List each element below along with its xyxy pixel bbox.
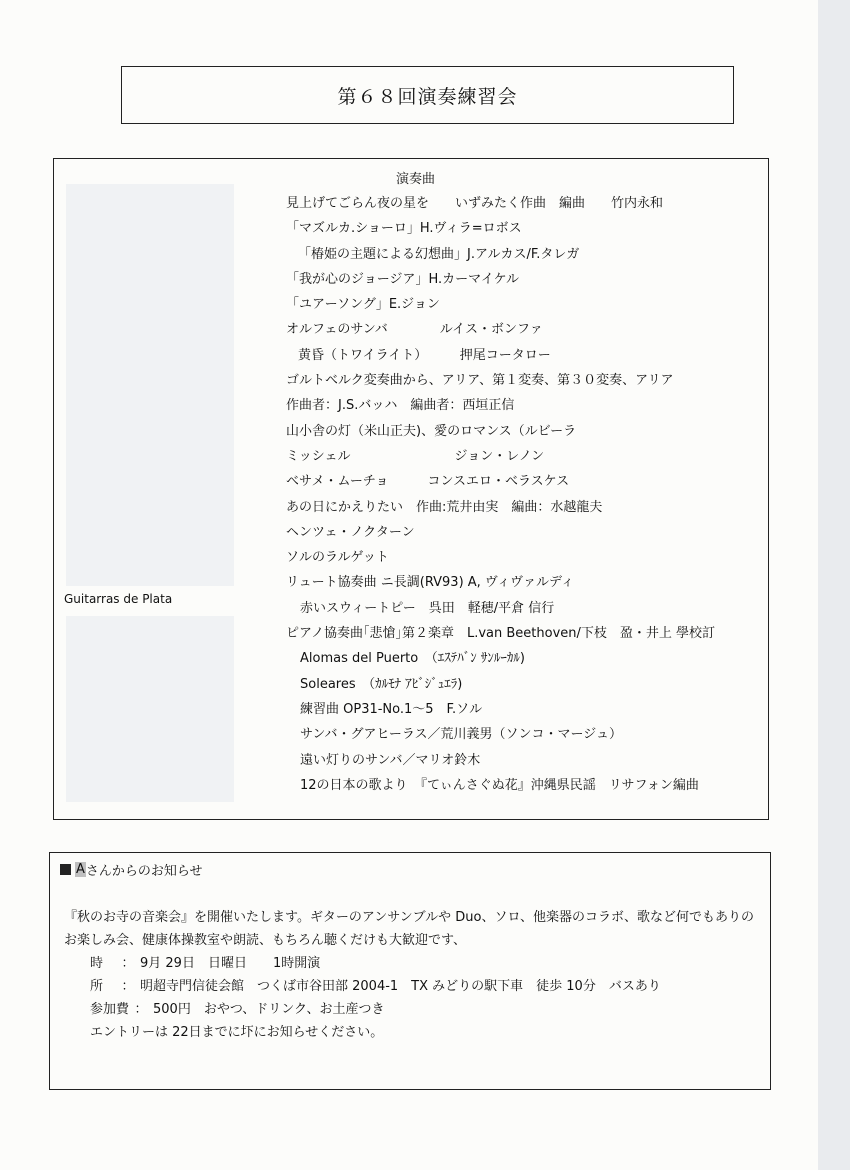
notice-heading [60, 860, 203, 879]
ensemble-name: Guitarras de Plata [64, 592, 173, 606]
place-label: 所 [90, 979, 104, 994]
program-list [286, 191, 715, 798]
program-item: 練習曲 OP31-No.1～5 F.ソル [300, 701, 483, 717]
program-item: 遠い灯りのサンバ／マリオ鈴木 [300, 752, 481, 768]
date-value: 9月 29日 日曜日 1時開演 [140, 956, 321, 971]
redacted-area-bottom [66, 616, 234, 802]
redacted-area-top [66, 184, 234, 586]
program-item: 黄昏（トワイライト） 押尾コータロー [298, 347, 551, 363]
place-value: 明超寺門信徒会館 つくば市谷田部 2004-1 TX みどりの駅下車 徒歩 10分 バスあり [140, 979, 661, 994]
page-title: 第６８回演奏練習会 [121, 66, 734, 124]
program-item: ソルのラルゲット [286, 550, 389, 566]
program-heading: 演奏曲 [396, 172, 436, 187]
program-item: 「我が心のジョージア」H.カーマイケル [286, 271, 519, 287]
notice-place-row: 所 ： 明超寺門信徒会館 つくば市谷田部 2004-1 TX みどりの駅下車 徒歩 10分 バスあり [64, 975, 764, 998]
program-item: 赤いスウィートピー 呉田 軽穂/平倉 信行 [300, 600, 555, 616]
program-item: 「椿姫の主題による幻想曲」J.アルカス/F.タレガ [298, 246, 580, 262]
program-item: ベサメ・ムーチョ コンスエロ・ベラスケス [286, 474, 570, 490]
notice-entry: エントリーは 22日までに圷にお知らせください。 [90, 1025, 384, 1040]
square-bullet-icon [60, 864, 71, 875]
program-item: リュート協奏曲 ニ長調(RV93) A, ヴィヴァルディ [286, 575, 574, 591]
program-item: 「ユアーソング」E.ジョン [286, 297, 440, 313]
notice-heading-highlight: A [76, 862, 85, 877]
notice-paragraph: 『秋のお寺の音楽会』を開催いたします。ギターのアンサンブルや Duo、ソロ、他楽器のコラボ、歌など何でもありのお楽しみ会、健康体操教室や朗読、もちろん聴くだけも大歓迎です、 [64, 910, 754, 948]
scan-edge [818, 0, 850, 1170]
program-item: オルフェのサンバ ルイス・ボンファ [286, 322, 543, 338]
program-item: 作曲者：J.S.バッハ 編曲者：西垣正信 [286, 398, 515, 414]
program-item: ヘンツェ・ノクターン [286, 524, 415, 540]
program-item: 見上げてごらん夜の星を いずみたく作曲 編曲 竹内永和 [286, 196, 664, 211]
fee-label: 参加費 [90, 1002, 130, 1017]
program-item: 12の日本の歌より 『てぃんさぐぬ花』沖縄県民謡 リサフォン編曲 [300, 777, 699, 793]
date-label: 時 [90, 956, 104, 971]
program-item: 山小舎の灯（米山正夫)、愛のロマンス（ルビーラ [286, 423, 577, 439]
fee-value: 500円 おやつ、ドリンク、お土産つき [153, 1002, 385, 1017]
program-item: あの日にかえりたい 作曲:荒井由実 編曲：水越龍夫 [286, 499, 603, 515]
program-item: Alomas del Puerto （ｴｽﾃﾊﾞﾝ ｻﾝﾙｰｶﾙ) [300, 651, 525, 667]
notice-fee-row: 参加費 ： 500円 おやつ、ドリンク、お土産つき [90, 1002, 385, 1017]
program-item: ピアノ協奏曲｢悲愴｣第２楽章 L.van Beethoven/下枝 盈・井上 學校訂 [286, 626, 716, 642]
program-item: サンバ・グアヒーラス／荒川義男（ソンコ・マージュ） [300, 727, 623, 743]
program-item: 「マズルカ.ショーロ」H.ヴィラ=ロボス [286, 221, 522, 237]
program-item: Soleares （ｶﾙﾓﾅ ｱﾋﾞｼﾞｭｴﾗ) [300, 676, 463, 692]
notice-body [64, 906, 764, 1044]
program-item: ミッシェル ジョン・レノン [286, 448, 545, 464]
notice-date-row: 時 ： 9月 29日 日曜日 1時開演 [64, 952, 764, 975]
program-item: ゴルトベルク変奏曲から、アリア、第１変奏、第３０変奏、アリア [286, 373, 674, 389]
notice-heading-text: さんからのお知らせ [85, 864, 203, 879]
